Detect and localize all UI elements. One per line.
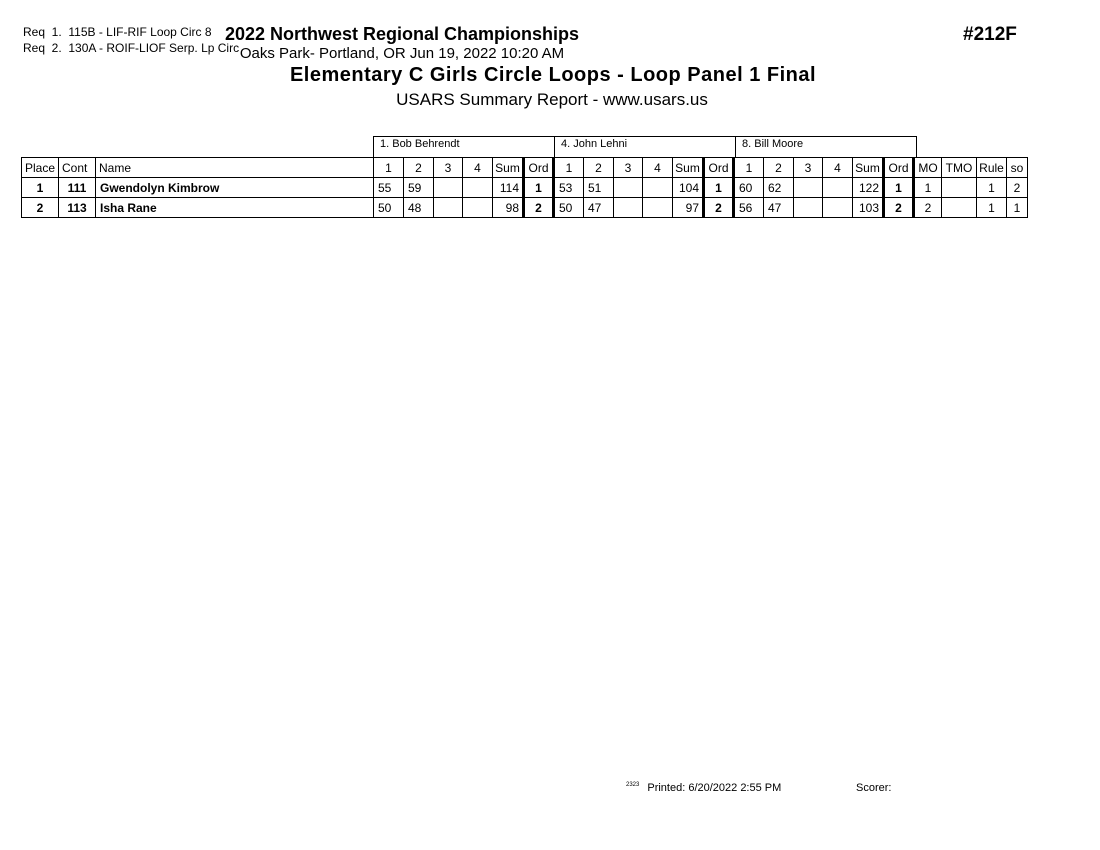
col-j2-s2: 2 [584, 158, 614, 178]
col-j2-ord: Ord [704, 158, 734, 178]
skater-name-cell: Isha Rane [96, 198, 374, 218]
score-cell [463, 178, 493, 198]
sum-cell: 104 [673, 178, 704, 198]
score-cell: 47 [764, 198, 794, 218]
skater-name-cell: Gwendolyn Kimbrow [96, 178, 374, 198]
table-row [22, 198, 1028, 218]
score-cell [434, 198, 463, 218]
score-cell: 55 [374, 178, 404, 198]
score-cell [794, 178, 823, 198]
event-title: Elementary C Girls Circle Loops - Loop Panel 1 Final [289, 64, 817, 86]
scorer-label: Scorer: [856, 782, 892, 794]
score-cell: 47 [584, 198, 614, 218]
score-cell [643, 198, 673, 218]
judge-1-name: 1. Bob Behrendt [374, 137, 555, 159]
col-j3-s4: 4 [823, 158, 853, 178]
score-cell: 51 [584, 178, 614, 198]
results-table [21, 157, 1028, 218]
col-tmo: TMO [942, 158, 977, 178]
score-cell [823, 198, 853, 218]
col-rule: Rule [977, 158, 1007, 178]
col-place: Place [22, 158, 59, 178]
score-cell [794, 198, 823, 218]
score-cell [643, 178, 673, 198]
table-row [22, 178, 1028, 198]
ordinal-cell: 2 [524, 198, 554, 218]
col-j2-s4: 4 [643, 158, 673, 178]
col-j3-s2: 2 [764, 158, 794, 178]
col-name: Name [96, 158, 374, 178]
column-header-row [22, 158, 1028, 178]
place-cell: 1 [22, 178, 59, 198]
score-cell: 56 [734, 198, 764, 218]
championship-title: 2022 Northwest Regional Championships [224, 24, 580, 44]
col-j1-s3: 3 [434, 158, 463, 178]
sum-cell: 98 [493, 198, 524, 218]
score-cell [823, 178, 853, 198]
col-j2-s3: 3 [614, 158, 643, 178]
col-j1-s2: 2 [404, 158, 434, 178]
judge-3-name: 8. Bill Moore [736, 137, 917, 159]
col-mo: MO [914, 158, 942, 178]
mo-cell: 1 [914, 178, 942, 198]
ordinal-cell: 2 [704, 198, 734, 218]
col-j1-s1: 1 [374, 158, 404, 178]
judge-2-name: 4. John Lehni [555, 137, 736, 159]
sum-cell: 122 [853, 178, 884, 198]
col-j3-sum: Sum [853, 158, 884, 178]
col-j1-sum: Sum [493, 158, 524, 178]
col-j3-ord: Ord [884, 158, 914, 178]
col-cont: Cont [59, 158, 96, 178]
score-cell: 59 [404, 178, 434, 198]
mo-cell: 2 [914, 198, 942, 218]
location-date: Oaks Park- Portland, OR Jun 19, 2022 10:20 AM [239, 45, 565, 62]
requirement-1: Req 1. 115B - LIF-RIF Loop Circ 8 [23, 25, 212, 39]
sum-cell: 114 [493, 178, 524, 198]
sum-cell: 103 [853, 198, 884, 218]
printed-timestamp: Printed: 6/20/2022 2:55 PM [647, 782, 782, 794]
tmo-cell [942, 198, 977, 218]
event-number: #212F [963, 24, 1017, 45]
col-j3-s3: 3 [794, 158, 823, 178]
score-cell [434, 178, 463, 198]
score-cell [463, 198, 493, 218]
score-cell: 60 [734, 178, 764, 198]
score-cell: 50 [374, 198, 404, 218]
cont-cell: 113 [59, 198, 96, 218]
score-cell: 53 [554, 178, 584, 198]
so-cell: 2 [1007, 178, 1028, 198]
col-j2-sum: Sum [673, 158, 704, 178]
score-cell: 62 [764, 178, 794, 198]
ordinal-cell: 1 [704, 178, 734, 198]
printed-footer [626, 782, 781, 794]
ordinal-cell: 1 [524, 178, 554, 198]
ordinal-cell: 2 [884, 198, 914, 218]
score-cell: 50 [554, 198, 584, 218]
col-j1-s4: 4 [463, 158, 493, 178]
col-j3-s1: 1 [734, 158, 764, 178]
judge-header-table [373, 136, 917, 158]
score-cell [614, 198, 643, 218]
col-j1-ord: Ord [524, 158, 554, 178]
rule-cell: 1 [977, 178, 1007, 198]
requirement-2: Req 2. 130A - ROIF-LIOF Serp. Lp Circ [23, 41, 240, 55]
col-so: so [1007, 158, 1028, 178]
cont-cell: 111 [59, 178, 96, 198]
score-cell [614, 178, 643, 198]
score-cell: 48 [404, 198, 434, 218]
report-title: USARS Summary Report - www.usars.us [396, 90, 708, 109]
rule-cell: 1 [977, 198, 1007, 218]
col-j2-s1: 1 [554, 158, 584, 178]
report-code: 2323 [626, 782, 640, 788]
place-cell: 2 [22, 198, 59, 218]
tmo-cell [942, 178, 977, 198]
ordinal-cell: 1 [884, 178, 914, 198]
so-cell: 1 [1007, 198, 1028, 218]
sum-cell: 97 [673, 198, 704, 218]
